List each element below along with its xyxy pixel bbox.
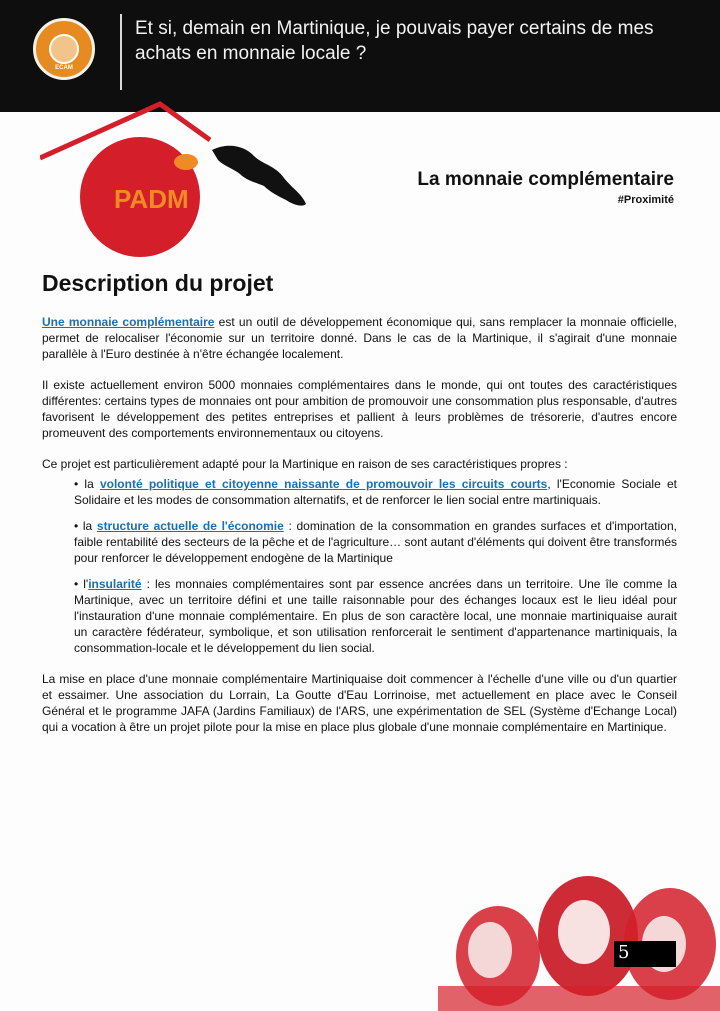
header-divider [120,14,122,90]
highlight-term: Une monnaie complémentaire [42,315,215,329]
orange-blob-icon [174,154,198,170]
paragraph-text: La mise en place d'une monnaie complémentaire Martiniquaise doit commencer à l'échelle d'une ville ou d'un quartier et essaimer. Une association du Lorrain, La Goutte d'Eau Lorrinoise, met actuellement en place avec le Conseil Général et le programme JAFA (Jardins Familiaux) de l'ARS, une expérimentation de SEL (Système d'Echange Local) qui a vocation à être un projet pilote pour la mise en place plus globale d'une monnaie complémentaire en Martinique. [42,672,677,734]
page-number: 5 [618,942,630,963]
bullet-text: : les monnaies complémentaires sont par essence ancrées dans un territoire. Une île comme la Martinique, avec un territoire défini et une taille raisonnable pour des échanges locaux est le lieu idéal pour l'instauration d'une monnaie complémentaire. En plus de son caractère local, une monnaie martiniquaise aurait un caractère fédérateur, symbolique, et son utilisation renforcerait le sentiment d'appartenance martiniquais, la consommation-locale et le développement du lien social. [74,577,677,655]
bullet-text: : domination de la consommation en grandes surfaces et d'importation, faible rentabilité des secteurs de la pêche et de l'agriculture… sont autant d'éléments qui doivent être transformés pour renforcer le développement endogène de la Martinique [74,519,677,565]
martinique-map-icon [212,146,306,206]
highlight-term: insularité [88,577,142,591]
bullet-item [74,476,677,508]
paragraph-text: Il existe actuellement environ 5000 monnaies complémentaires dans le monde, qui ont toutes des caractéristiques différentes: certains types de monnaies ont pour ambition de promouvoir une consommation plus responsable, d'autres favorisent le développement des petites entreprises et pallient à leurs problèmes de trésorerie, d'autres encore promeuvent des comportements environnementaux ou citoyens. [42,378,677,440]
organization-logo [33,18,95,80]
highlight-term: structure actuelle de l'économie [96,519,284,533]
article-body [42,314,677,750]
paragraph-text: est un outil de développement économique qui, sans remplacer la monnaie officielle, permet de relocaliser l'économie sur un territoire donné. Dans le cas de la Martinique, il s'agirait d'une monnaie parallèle à l'Euro destinée à n'être échangée localement. [42,315,677,361]
bullet-marker: • l' [74,577,89,591]
section-title: Description du projet [42,270,274,296]
bullet-text: , l'Economie Sociale et Solidaire et les modes de consommation alternatifs, et de renforcer le lien social entre martiniquais. [74,477,677,507]
bullet-item [74,576,677,656]
bullet-marker: • la [74,519,97,533]
article-hashtag: #Proximité [617,194,674,206]
header-bar [0,0,720,112]
padm-hero-graphic [40,100,340,260]
people-photo [438,866,720,1011]
logo-emblem-icon [49,34,79,64]
bullet-item [74,518,677,566]
highlight-term: volonté politique et citoyenne naissante de promouvoir les circuits courts [99,477,548,491]
paragraph-text: Ce projet est particulièrement adapté pour la Martinique en raison de ses caractéristiques propres : [42,457,568,471]
padm-logo-word: PADM [114,184,189,214]
article-title: La monnaie complémentaire [417,169,674,190]
article-heading [417,168,674,208]
bullet-marker: • la [74,477,100,491]
paragraph-intro [42,314,677,362]
logo-text: ECAM [55,65,73,71]
header-title: Et si, demain en Martinique, je pouvais payer certains de mes achats en monnaie locale ? [135,18,654,64]
page-number-box [614,941,676,967]
